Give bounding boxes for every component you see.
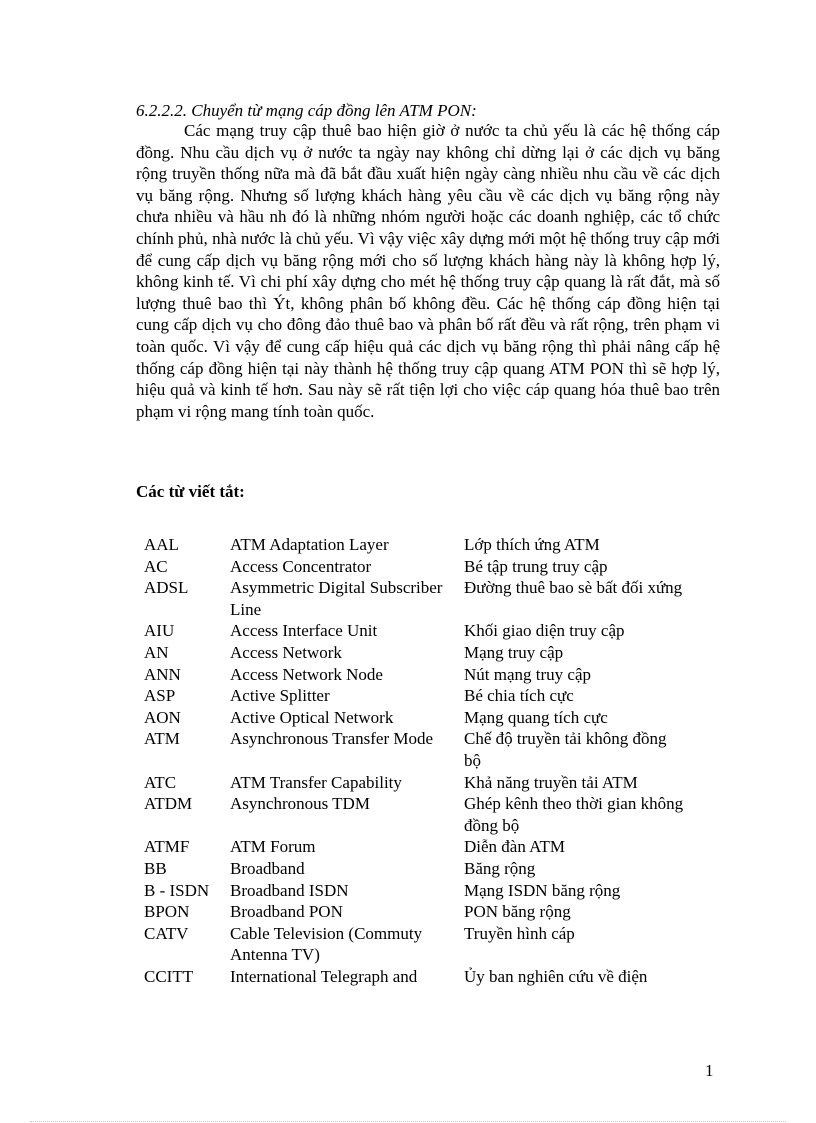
vietnamese-cell: Chế độ truyền tải không đồng bộ xyxy=(464,729,667,770)
english-cell: International Telegraph and xyxy=(230,966,418,986)
vietnamese-cell: Mạng ISDN băng rộng xyxy=(464,880,621,900)
english-cell: Asynchronous Transfer Mode xyxy=(230,729,434,749)
vietnamese-cell: Lớp thích ứng ATM xyxy=(464,535,600,554)
page-number: 1 xyxy=(705,1061,714,1080)
abbr-cell: AIU xyxy=(144,621,175,641)
table-row xyxy=(144,642,684,664)
abbr-cell: BB xyxy=(144,858,167,878)
english-cell: Active Optical Network xyxy=(230,707,394,727)
table-row xyxy=(144,772,684,794)
abbr-cell: AAL xyxy=(144,535,179,554)
abbr-cell: AC xyxy=(144,556,168,576)
table-row xyxy=(144,620,684,642)
english-cell: Asynchronous TDM xyxy=(230,794,370,814)
table-row xyxy=(144,880,684,902)
english-cell: Cable Television (Commuty Antenna TV) xyxy=(230,923,423,965)
vietnamese-cell: Đường thuê bao sè bất đối xứng xyxy=(464,578,683,598)
vietnamese-cell: Truyền hình cáp xyxy=(464,923,575,943)
table-row xyxy=(144,664,684,686)
english-cell: Broadband ISDN xyxy=(230,880,349,900)
english-cell: Active Splitter xyxy=(230,686,330,706)
abbr-cell: AN xyxy=(144,642,169,662)
footer-divider xyxy=(30,1121,786,1122)
abbr-cell: ATM xyxy=(144,729,180,749)
vietnamese-cell: Bé chia tích cực xyxy=(464,686,574,706)
english-cell: Asymmetric Digital Subscriber Line xyxy=(230,578,443,619)
table-row xyxy=(144,685,684,707)
table-row xyxy=(144,901,684,923)
vietnamese-cell: Nút mạng truy cập xyxy=(464,664,591,684)
english-cell: Broadband xyxy=(230,858,305,878)
abbr-cell: ADSL xyxy=(144,578,189,598)
table-row xyxy=(144,966,684,988)
table-row xyxy=(144,556,684,578)
table-row xyxy=(144,858,684,880)
vietnamese-cell: Khối giao diện truy cập xyxy=(464,621,625,641)
english-cell: Access Network Node xyxy=(230,664,383,684)
english-cell: ATM Forum xyxy=(230,837,316,857)
vietnamese-cell: Bé tập trung truy cập xyxy=(464,556,608,576)
abbr-cell: ASP xyxy=(144,686,176,706)
vietnamese-cell: Khả năng truyền tải ATM xyxy=(464,772,638,792)
abbr-cell: ATDM xyxy=(144,794,193,814)
abbr-cell: ATC xyxy=(144,772,177,792)
abbreviations-heading: Các từ viết tắt: xyxy=(136,482,245,501)
section-heading: 6.2.2.2. Chuyển từ mạng cáp đồng lên ATM PON: xyxy=(136,101,477,120)
abbr-cell: CATV xyxy=(144,923,189,943)
table-row xyxy=(144,836,684,858)
body-paragraph: Các mạng truy cập thuê bao hiện giờ ở nước ta chủ yếu là các hệ thống cáp đồng. Nhu cầu dịch vụ ở nước ta ngày nay không chỉ dừng lại ở các dịch vụ băng rộng truyền thống nữa mà đã bắt đầu xuất hiện ngày càng nhiều nhu cầu về các dịch vụ băng rộng. Nhưng số lượng khách hàng yêu cầu về các dịch vụ băng rộng này chưa nhiều và hầu nh đó là những nhóm người hoặc các doanh nghiệp, các tổ chức chính phủ, nhà nước là chủ yếu. Vì vậy việc xây dựng mới một hệ thống truy cập mới để cung cấp dịch vụ băng rộng mới cho số lượng khách hàng này là không hợp lý, không kinh tế. Vì chi phí xây dựng cho mét hệ thống truy cập quang là rất đắt, mà số lượng thuê bao thì Ýt, không phân bố không đều. Các hệ thống cáp đồng hiện tại cung cấp dịch vụ cho đông đảo thuê bao và phân bố rất đều và rất rộng, trên phạm vi toàn quốc. Vì vậy để cung cấp hiệu quả các dịch vụ băng rộng thì phải nâng cấp hệ thống cáp đồng hiện tại này thành hệ thống truy cập quang ATM PON thì sẽ hợp lý, hiệu quả và kinh tế hơn. Sau này sẽ rất tiện lợi cho việc cáp quang hóa thuê bao trên phạm vi rộng mang tính toàn quốc. xyxy=(136,121,720,421)
abbr-cell: BPON xyxy=(144,902,190,922)
table-row xyxy=(144,728,684,771)
english-cell: Access Concentrator xyxy=(230,556,372,576)
abbr-cell: ATMF xyxy=(144,837,190,857)
abbreviations-table xyxy=(144,534,684,987)
vietnamese-cell: Diễn đàn ATM xyxy=(464,837,566,857)
vietnamese-cell: Ủy ban nghiên cứu về điện xyxy=(464,966,648,986)
vietnamese-cell: PON băng rộng xyxy=(464,902,571,922)
table-row xyxy=(144,534,684,556)
english-cell: ATM Adaptation Layer xyxy=(230,535,389,554)
vietnamese-cell: Ghép kênh theo thời gian không đồng bộ xyxy=(464,794,684,835)
english-cell: Access Network xyxy=(230,642,342,662)
english-cell: ATM Transfer Capability xyxy=(230,772,402,792)
table-row xyxy=(144,793,684,836)
abbr-cell: ANN xyxy=(144,664,181,684)
table-row xyxy=(144,923,684,966)
abbr-cell: B - ISDN xyxy=(144,880,210,900)
table-row xyxy=(144,707,684,729)
vietnamese-cell: Băng rộng xyxy=(464,858,536,878)
abbr-cell: CCITT xyxy=(144,966,194,986)
english-cell: Broadband PON xyxy=(230,902,343,922)
vietnamese-cell: Mạng quang tích cực xyxy=(464,707,608,727)
table-row xyxy=(144,577,684,620)
english-cell: Access Interface Unit xyxy=(230,621,378,641)
vietnamese-cell: Mạng truy cập xyxy=(464,642,564,662)
abbr-cell: AON xyxy=(144,707,181,727)
